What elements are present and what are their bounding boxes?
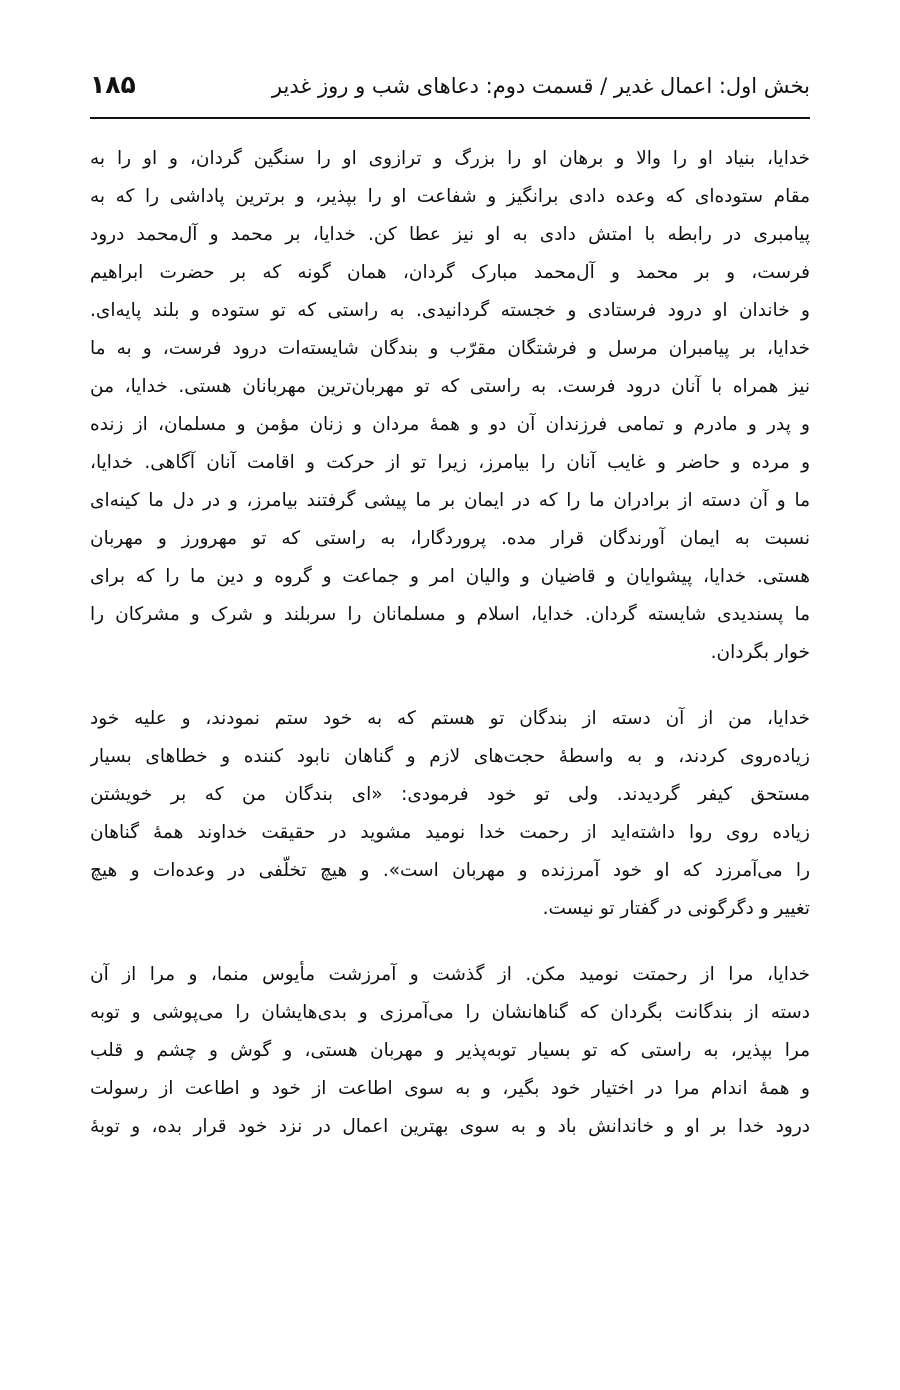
text-line: ما و آن دسته از برادران ما را که در ایمان بر ما پیشی گرفتند بیامرز، و در دل ما کینه‌ای [90, 490, 810, 511]
text-line: مرا بپذیر، به راستی که تو بسیار توبه‌پذیر و مهربان هستی، و گوش و چشم و قلب [90, 1040, 810, 1061]
text-line: دسته از بندگانت بگردان که گناهانشان را می‌آمرزی و بدی‌هایشان را می‌پوشی و توبه [90, 1002, 810, 1023]
text-line: خوار بگردان. [710, 642, 810, 663]
text-line: پیامبری در رابطه با امتش دادی به او نیز عطا کن. خدایا، بر محمد و آل‌محمد درود [90, 224, 810, 245]
paragraph-spacer [90, 672, 810, 700]
text-line: درود خدا بر او و خاندانش باد و به سوی بهترین اعمال در نزد خود قرار بده، و توبهٔ [90, 1116, 810, 1137]
text-line: خدایا، مرا از رحمتت نومید مکن. از گذشت و آمرزشت مأیوس منما، و مرا از آن [90, 964, 810, 985]
text-line: خدایا، بر پیامبران مرسل و فرشتگان مقرّب و بندگان شایسته‌ات درود فرست، و به ما [90, 338, 810, 359]
paragraph-1 [90, 140, 810, 672]
header-divider [90, 117, 810, 119]
page-number: ۱۸۵ [90, 70, 136, 99]
text-line: خدایا، من از آن دسته از بندگان تو هستم که به خود ستم نمودند، و علیه خود [90, 708, 810, 729]
text-line: نسبت به ایمان آورندگان قرار مده. پروردگارا، به راستی که تو مهرورز و مهربان [90, 528, 810, 549]
running-header-title: بخش اول: اعمال غدیر / قسمت دوم: دعاهای شب و روز غدیر [271, 74, 810, 98]
text-line: ما پسندیدی شایسته گردان. خدایا، اسلام و مسلمانان را سربلند و شرک و مشرکان را [90, 604, 810, 625]
text-line: نیز همراه با آنان درود فرست. به راستی که تو مهربان‌ترین مهربانان هستی. خدایا، من [90, 376, 810, 397]
text-line: و همهٔ اندام مرا در اختیار خود بگیر، و به سوی اطاعت از خود و اطاعت از رسولت [90, 1078, 810, 1099]
text-line: هستی. خدایا، پیشوایان و قاضیان و والیان امر و جماعت و گروه و دین ما را که برای [90, 566, 810, 587]
paragraph-3 [90, 956, 810, 1146]
paragraph-spacer [90, 928, 810, 956]
running-header [90, 66, 810, 116]
paragraph-2 [90, 700, 810, 928]
text-line: و خاندان او درود فرستادی و خجسته گردانیدی. به راستی که تو ستوده و بلند پایه‌ای. [90, 300, 810, 321]
text-line: و مرده و حاضر و غایب آنان را بیامرز، زیرا تو از حرکت و اقامت آنان آگاهی. خدایا، [90, 452, 810, 473]
text-line: زیاده‌روی کردند، و به واسطهٔ حجت‌های لازم و گناهان نابود کننده و خطاهای بسیار [90, 746, 810, 767]
text-line: مقام ستوده‌ای که وعده دادی برانگیز و شفاعت او را بپذیر، و برترین پاداشی را که به [90, 186, 810, 207]
text-line: تغییر و دگرگونی در گفتار تو نیست. [542, 898, 810, 919]
text-line: زیاده روی روا داشته‌اید از رحمت خدا نومید مشوید در حقیقت خداوند همهٔ گناهان [90, 822, 810, 843]
text-line: و پدر و مادرم و تمامی فرزندان آن دو و همهٔ مردان و زنان مؤمن و مسلمان، از زنده [90, 414, 810, 435]
text-line: را می‌آمرزد که او خود آمرزنده و مهربان است». و هیچ تخلّفی در وعده‌ات و هیچ [90, 860, 810, 881]
body-text [90, 140, 810, 1146]
text-line: خدایا، بنیاد او را والا و برهان او را بزرگ و ترازوی او را سنگین گردان، و او را به [90, 148, 810, 169]
text-line: مستحق کیفر گردیدند. ولی تو خود فرمودی: «ای بندگان من که بر خویشتن [90, 784, 810, 805]
text-line: فرست، و بر محمد و آل‌محمد مبارک گردان، همان گونه که بر حضرت ابراهیم [90, 262, 810, 283]
